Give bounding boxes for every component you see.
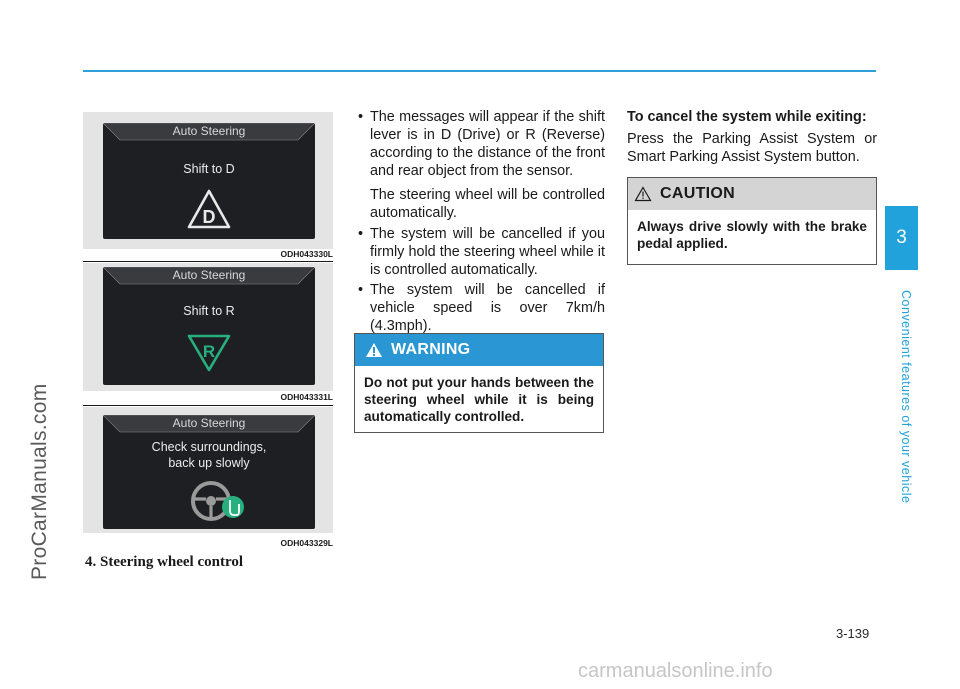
display-message-line-1: Check surroundings, (151, 440, 267, 454)
chapter-title: Convenient features of your vehicle (899, 290, 913, 504)
figure-code: ODH043330L (280, 249, 333, 259)
cluster-display (103, 267, 315, 385)
page-number: 3-139 (836, 626, 870, 641)
display-message: Shift to D (183, 162, 235, 176)
svg-text:D: D (202, 207, 216, 227)
figure-code: ODH043329L (280, 538, 333, 548)
cancel-paragraph: Press the Parking Assist System or Smart Parking Assist System button. (627, 131, 877, 165)
display-message: Shift to R (183, 304, 235, 318)
bullet-cancel-hold: • The system will be cancelled if you firmly hold the steering wheel while it is controlled automatically. (355, 225, 605, 279)
warning-box (354, 333, 604, 433)
warning-title: WARNING (391, 341, 471, 358)
svg-text:R: R (202, 342, 216, 361)
reverse-triangle-r-icon (186, 333, 232, 373)
caution-header (628, 178, 876, 210)
warning-text: Do not put your hands between the steering wheel while it is being automatically controlled. (364, 375, 594, 424)
caution-icon (634, 186, 652, 202)
caution-title: CAUTION (660, 185, 735, 202)
figure-shift-to-d (83, 112, 333, 262)
description-column (355, 108, 605, 337)
display-tab-title: Auto Steering (172, 124, 246, 138)
watermark-carmanualsonline: carmanualsonline.info (578, 660, 773, 682)
chapter-tab (885, 206, 918, 270)
caution-text: Always drive slowly with the brake pedal applied. (637, 219, 867, 251)
figure-check-surroundings (83, 407, 333, 550)
display-message-line-2: back up slowly (168, 456, 250, 470)
cluster-display (103, 123, 315, 239)
header-rule (83, 70, 876, 72)
figure-caption: 4. Steering wheel control (85, 554, 244, 570)
display-tab-title: Auto Steering (172, 416, 246, 430)
chapter-number: 3 (896, 227, 907, 248)
steering-wheel-hand-icon (189, 477, 253, 523)
warning-icon (365, 342, 383, 358)
warning-header (355, 334, 603, 366)
figure-shift-to-r (83, 263, 333, 406)
bullet-messages: • The messages will appear if the shift lever is in D (Drive) or R (Reverse) according to the distance of the front and rear object from the sensor. (355, 108, 605, 180)
cancel-heading: To cancel the system while exiting: (627, 109, 867, 125)
sub-paragraph-steering: The steering wheel will be controlled automatically. (370, 187, 605, 221)
warning-triangle-d-icon (186, 188, 232, 230)
bullet-cancel-speed: • The system will be cancelled if vehicle speed is over 7km/h (4.3mph). (355, 281, 605, 335)
figure-code: ODH043331L (280, 392, 333, 402)
display-tab-title: Auto Steering (172, 268, 246, 282)
caution-box (627, 177, 877, 265)
cluster-display (103, 415, 315, 529)
watermark-procarmanuals: ProCarManuals.com (28, 383, 51, 580)
